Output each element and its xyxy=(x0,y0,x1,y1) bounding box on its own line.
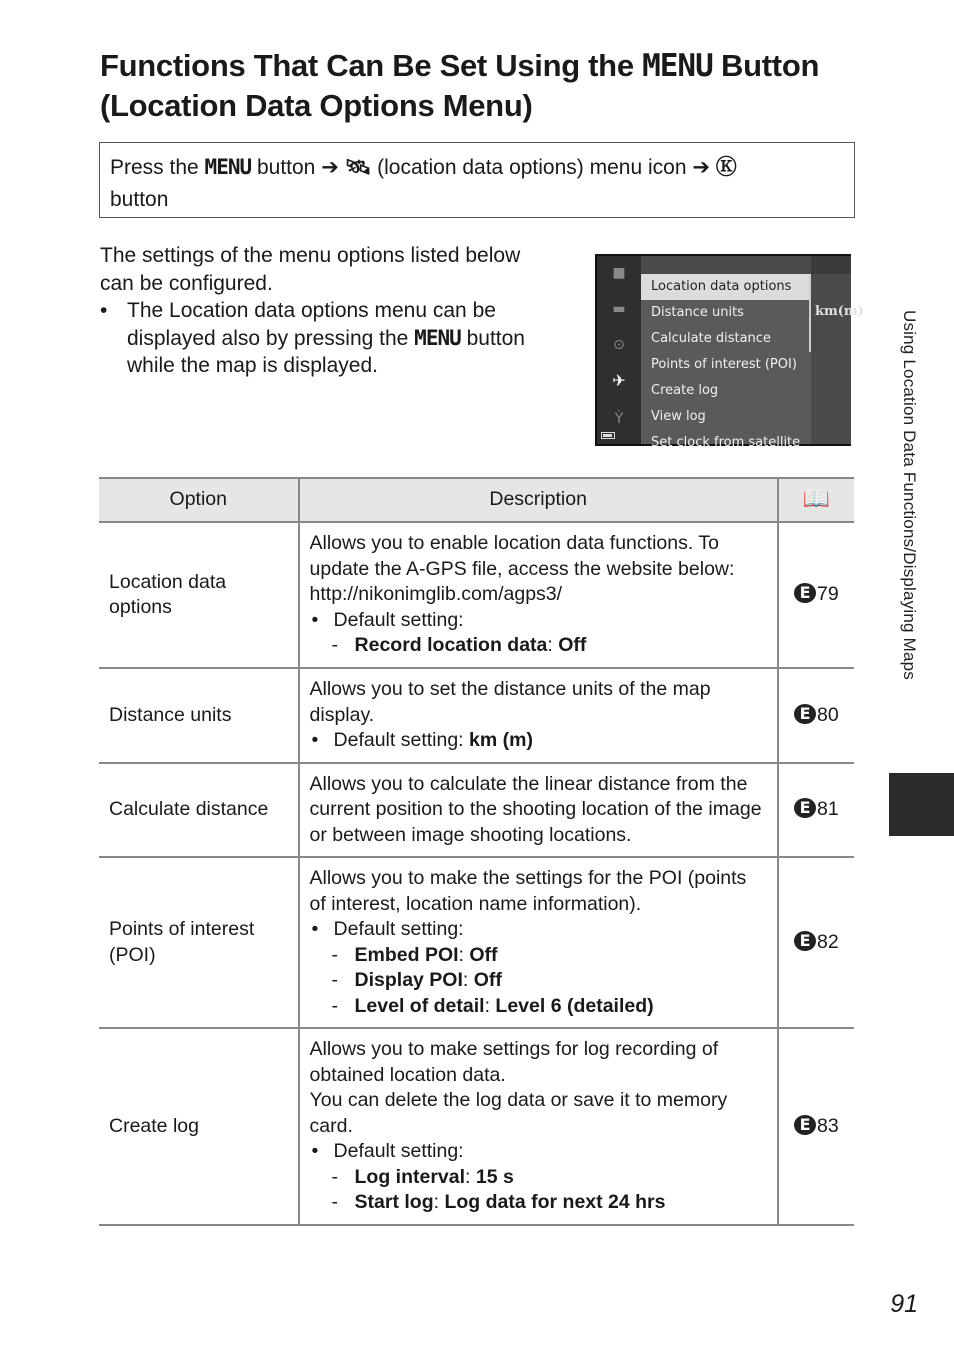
intro-bullet-text xyxy=(127,297,550,380)
bullet-icon: • xyxy=(311,1140,319,1163)
reference-section-icon: E xyxy=(794,583,816,603)
section-tab-marker xyxy=(889,773,954,836)
setting-value: Off xyxy=(469,943,498,966)
option-cell: Location data options xyxy=(99,522,299,668)
ref-page: 81 xyxy=(817,798,839,820)
ref-page: 83 xyxy=(817,1114,839,1137)
header-ref xyxy=(778,478,854,522)
default-bullet xyxy=(310,728,767,754)
table-row xyxy=(99,763,854,858)
description-text: Allows you to calculate the linear distance from the current position to the shooting location of the image or between image shooting locations. xyxy=(309,772,762,846)
default-item xyxy=(310,1165,767,1191)
setting-name: Level of detail xyxy=(354,994,485,1017)
setting-value: Off xyxy=(558,634,587,657)
description-cell xyxy=(299,857,778,1028)
setting-name: Display POI xyxy=(354,969,463,991)
table-row xyxy=(99,522,854,668)
menu-item-calculate-distance: Calculate distance xyxy=(651,331,771,346)
description-text: You can delete the log data or save it to memory card. xyxy=(309,1089,728,1137)
table-header xyxy=(99,478,854,522)
bullet-icon: • xyxy=(311,729,319,751)
description-text: Allows you to make the settings for the POI (points of interest, location name information). xyxy=(309,867,747,915)
menu-item-distance-units: Distance units xyxy=(651,305,744,320)
setting-value: km (m) xyxy=(469,729,533,751)
separator: : xyxy=(462,969,474,991)
description-cell xyxy=(299,1028,778,1225)
location-data-icon: 🛰 xyxy=(344,155,372,179)
setting-value: 15 s xyxy=(475,1165,514,1188)
intro-text xyxy=(100,242,550,380)
distance-unit-value: km(m) xyxy=(815,304,864,319)
reference-section-icon: E xyxy=(794,798,816,818)
header-description: Description xyxy=(299,478,778,522)
description-cell xyxy=(299,763,778,858)
battery-icon xyxy=(601,432,615,439)
bullet-text: Default setting: xyxy=(333,1140,464,1163)
dash-icon: - xyxy=(331,994,339,1017)
menu-button-icon: MENU xyxy=(414,325,461,350)
wireless-icon: ⊙ xyxy=(613,337,625,353)
setting-name: Log interval xyxy=(354,1165,466,1188)
intro-bullet xyxy=(100,297,550,380)
ref-page: 80 xyxy=(817,703,839,726)
default-item xyxy=(310,943,767,969)
title-subtitle: (Location Data Options Menu) xyxy=(100,88,533,123)
setting-name: Start log xyxy=(354,1191,434,1214)
bullet-icon: • xyxy=(311,608,319,631)
title-text-end: Button xyxy=(712,48,820,83)
page-number: 91 xyxy=(890,1290,918,1318)
bullet-text: Default setting: xyxy=(333,918,464,940)
instruction-box xyxy=(99,142,855,218)
default-item xyxy=(310,968,767,994)
menu-icon-column xyxy=(597,256,641,444)
ref-page: 82 xyxy=(817,930,839,953)
instruction-text: button xyxy=(251,156,322,179)
bullet-text: Default setting: xyxy=(333,729,470,751)
table-row xyxy=(99,1028,854,1225)
page-title xyxy=(100,46,860,126)
menu-item-create-log: Create log xyxy=(651,383,719,398)
description-cell xyxy=(299,522,778,668)
menu-item-poi: Points of interest (POI) xyxy=(651,357,797,372)
default-bullet xyxy=(310,1139,767,1165)
setting-value: Level 6 (detailed) xyxy=(495,994,654,1017)
setting-name: Embed POI xyxy=(354,943,459,966)
description-text: Allows you to enable location data functions. To update the A-GPS file, access the website below: http://nikonimglib.com/agps3/ xyxy=(309,532,735,606)
table-row xyxy=(99,668,854,763)
bullet-text: The Location data options menu can be displayed also by pressing the xyxy=(127,299,496,350)
camera-icon: ■ xyxy=(612,265,626,281)
menu-list xyxy=(641,256,811,450)
menu-button-icon: MENU xyxy=(204,155,252,179)
instruction-text: (location data options) menu icon xyxy=(371,156,693,179)
description-text: Allows you to make settings for log recording of obtained location data. xyxy=(309,1038,719,1086)
reference-section-icon: E xyxy=(794,931,816,951)
default-item xyxy=(310,633,767,659)
bullet-text: Default setting: xyxy=(333,608,464,631)
dash-icon: - xyxy=(331,943,339,966)
arrow-right-icon: ➔ xyxy=(321,155,339,179)
dash-icon: - xyxy=(331,634,339,657)
bullet-icon: • xyxy=(311,918,319,940)
dash-icon: - xyxy=(331,1165,339,1188)
option-cell: Create log xyxy=(99,1028,299,1225)
separator: : xyxy=(484,994,496,1017)
ref-cell xyxy=(778,522,854,668)
bullet-text: button while the map is displayed. xyxy=(127,326,525,377)
separator: : xyxy=(547,634,559,657)
table-row xyxy=(99,857,854,1028)
dash-icon: - xyxy=(331,969,339,991)
menu-item-set-clock: Set clock from satellite xyxy=(651,435,801,450)
setting-value: Off xyxy=(473,969,502,991)
bullet-icon: • xyxy=(100,299,108,322)
arrow-right-icon: ➔ xyxy=(692,155,710,179)
title-text: Functions That Can Be Set Using the xyxy=(100,48,643,83)
wrench-icon: Ỳ xyxy=(614,411,624,427)
option-cell: Points of interest (POI) xyxy=(99,857,299,1028)
value-column xyxy=(811,256,864,444)
default-bullet xyxy=(310,608,767,634)
movie-icon: ▬ xyxy=(612,301,626,317)
menu-item-view-log: View log xyxy=(651,409,706,424)
option-cell: Calculate distance xyxy=(99,763,299,858)
ref-page: 79 xyxy=(817,583,839,606)
option-cell: Distance units xyxy=(99,668,299,763)
description-text: Allows you to set the distance units of the map display. xyxy=(309,678,711,726)
ref-cell xyxy=(778,668,854,763)
separator: : xyxy=(433,1191,445,1214)
menu-button-icon: MENU xyxy=(642,48,713,84)
ok-button-icon: Ⓚ xyxy=(715,155,737,179)
default-item xyxy=(310,1190,767,1216)
section-side-tab: Using Location Data Functions/Displaying Maps xyxy=(900,310,919,680)
header-option: Option xyxy=(99,478,299,522)
setting-name: Record location data xyxy=(354,634,548,657)
camera-menu-screenshot xyxy=(595,254,864,450)
separator: : xyxy=(465,1165,476,1188)
intro-paragraph: The settings of the menu options listed below can be configured. xyxy=(100,244,521,295)
setting-value: Log data for next 24 hrs xyxy=(444,1191,666,1214)
ref-cell xyxy=(778,763,854,858)
instruction-text: button xyxy=(110,188,169,211)
reference-section-icon: E xyxy=(794,704,816,724)
ref-cell xyxy=(778,1028,854,1225)
menu-item-location-data-options: Location data options xyxy=(641,274,811,300)
default-bullet xyxy=(310,917,767,943)
reference-section-icon: E xyxy=(794,1115,816,1135)
separator: : xyxy=(458,943,470,966)
book-icon: 📖 xyxy=(802,486,831,512)
default-item xyxy=(310,994,767,1020)
dash-icon: - xyxy=(331,1191,339,1214)
location-icon: ✈ xyxy=(612,371,626,390)
description-cell xyxy=(299,668,778,763)
options-table xyxy=(99,477,854,1226)
instruction-text: Press the xyxy=(110,156,205,179)
ref-cell xyxy=(778,857,854,1028)
